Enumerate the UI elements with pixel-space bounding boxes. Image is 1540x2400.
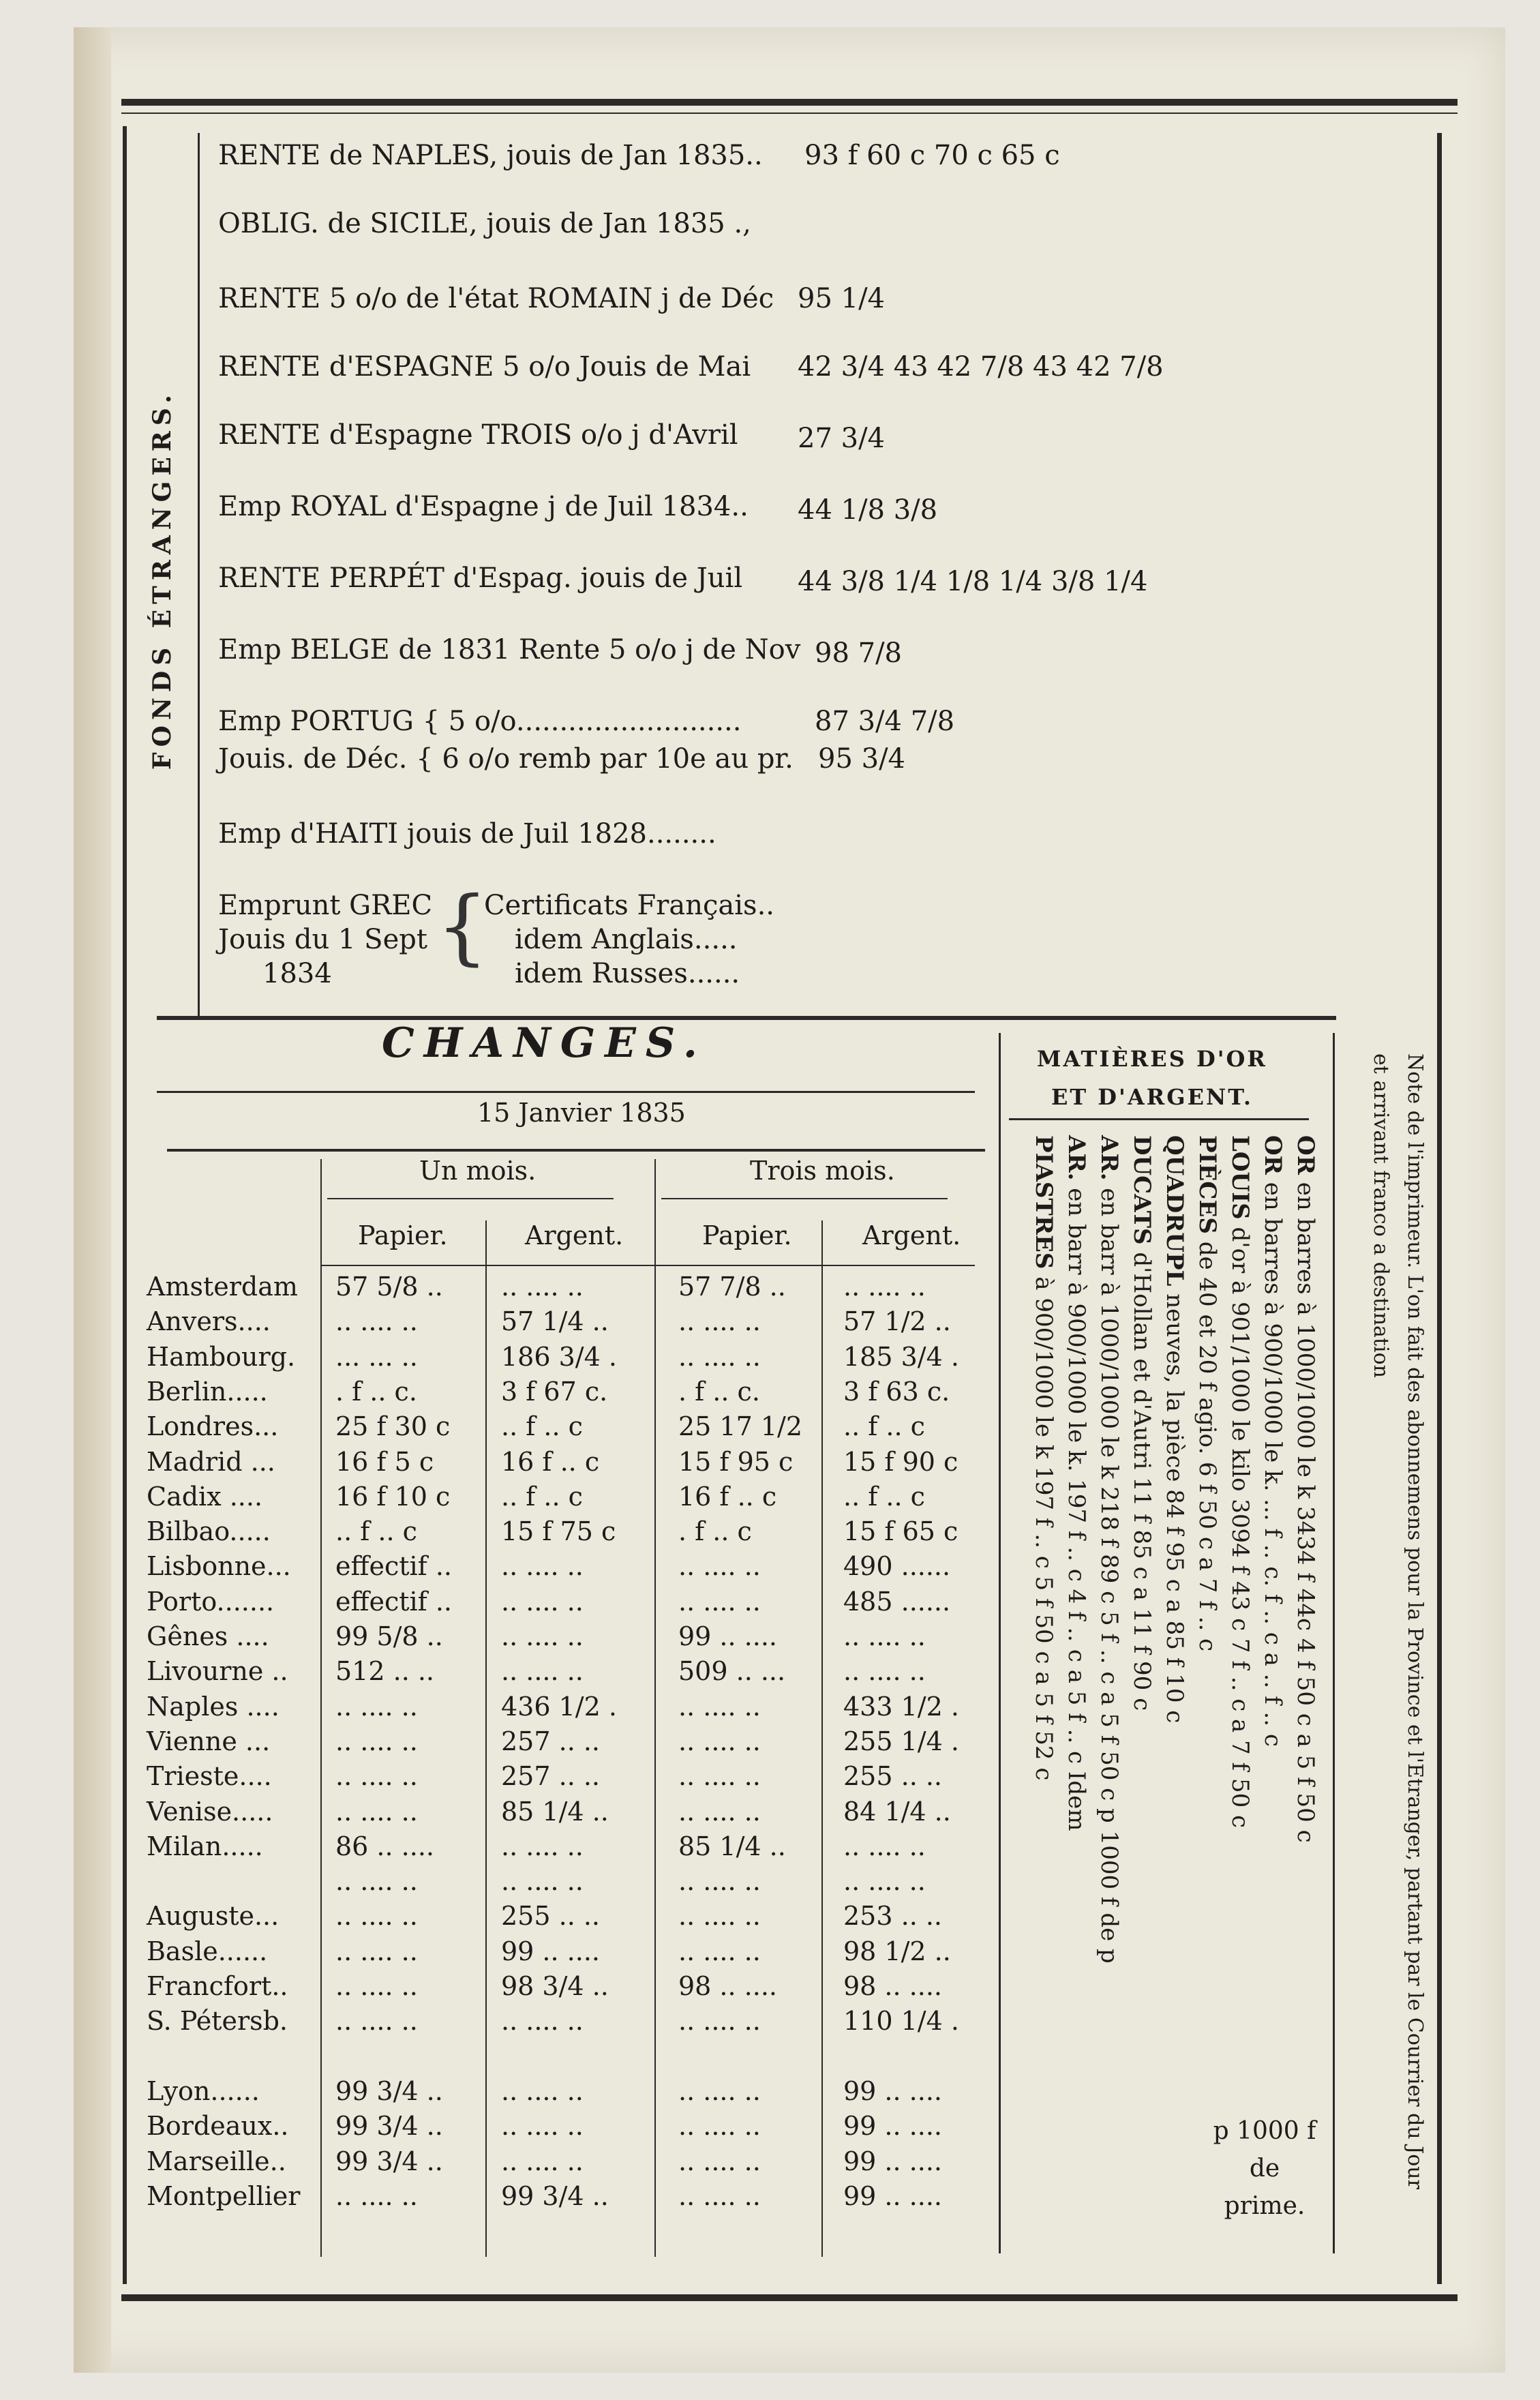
- rate-cell-a3: 98 1/2 ..: [843, 1936, 951, 1966]
- fonds-row-name: Emp PORTUG { 5 o/o..........................: [218, 706, 742, 737]
- rate-cell-a3: .. .... ..: [843, 1866, 926, 1897]
- rate-cell-a1: 3 f 67 c.: [501, 1376, 608, 1407]
- rate-cell-a1: 98 3/4 ..: [501, 1971, 609, 2001]
- city-name: Amsterdam: [147, 1272, 298, 1302]
- city-name: Livourne ..: [147, 1656, 288, 1687]
- col-argent-1: Argent.: [525, 1220, 624, 1250]
- rate-cell-a3: 255 .. ..: [843, 1761, 943, 1792]
- rate-cell-p3: .. .... ..: [678, 1306, 761, 1337]
- date-rule: [167, 1149, 985, 1152]
- rate-cell-p1: 86 .. ....: [335, 1831, 434, 1861]
- matiere-text: en barres à 900/1000 le k. ... f .. c. f .. c a .. f .. c: [1259, 1182, 1286, 1747]
- rate-cell-a3: 15 f 65 c: [843, 1516, 958, 1547]
- matiere-entry: [1226, 1135, 1254, 1828]
- fonds-row-name: OBLIG. de SICILE, jouis de Jan 1835 .,: [218, 208, 751, 239]
- rate-cell-p3: 509 .. ...: [678, 1656, 786, 1687]
- rate-cell-a3: .. .... ..: [843, 1621, 926, 1651]
- col-rule-1: [320, 1159, 322, 2257]
- rate-cell-p3: .. .... ..: [678, 2146, 761, 2176]
- rate-cell-p3: 16 f .. c: [678, 1481, 777, 1512]
- prime-line: de: [1249, 2155, 1280, 2182]
- prime-line: prime.: [1224, 2192, 1305, 2220]
- city-name: Madrid ...: [147, 1446, 275, 1477]
- rate-cell-a1: .. .... ..: [501, 2075, 584, 2106]
- fonds-row-name: RENTE de NAPLES, jouis de Jan 1835..: [218, 140, 763, 171]
- rate-cell-p1: 99 3/4 ..: [335, 2111, 443, 2142]
- rate-cell-p3: .. .... ..: [678, 2006, 761, 2037]
- city-name: Venise.....: [147, 1796, 273, 1827]
- rate-cell-a1: 255 .. ..: [501, 1901, 601, 1932]
- rate-cell-p3: .. .... ..: [678, 2111, 761, 2142]
- rate-cell-a1: .. .... ..: [501, 1831, 584, 1861]
- city-name: Montpellier: [147, 2180, 301, 2211]
- rate-cell-p1: .. .... ..: [335, 1901, 418, 1932]
- fonds-row-value: 95 1/4: [798, 283, 885, 314]
- rate-cell-a1: 257 .. ..: [501, 1726, 601, 1756]
- city-name: Berlin.....: [147, 1376, 268, 1407]
- city-name: Vienne ...: [147, 1726, 271, 1756]
- rate-cell-a3: .. f .. c: [843, 1481, 925, 1512]
- city-name: Hambourg.: [147, 1341, 296, 1372]
- rate-cell-p1: .. .... ..: [335, 1691, 418, 1722]
- col-argent-3: Argent.: [862, 1220, 961, 1250]
- rate-cell-p1: 99 3/4 ..: [335, 2075, 443, 2106]
- rate-cell-a3: .. .... ..: [843, 1656, 926, 1687]
- rate-cell-a1: 15 f 75 c: [501, 1516, 616, 1547]
- rate-cell-p3: 99 .. ....: [678, 1621, 777, 1651]
- rate-cell-p1: .. .... ..: [335, 1971, 418, 2001]
- rate-cell-p3: .. .... ..: [678, 2075, 761, 2106]
- rate-cell-a3: 253 .. ..: [843, 1901, 943, 1932]
- city-name: Anvers....: [147, 1306, 271, 1337]
- matiere-name: OR: [1292, 1135, 1319, 1175]
- rate-cell-p3: 85 1/4 ..: [678, 1831, 786, 1861]
- city-name: Bordeaux..: [147, 2111, 289, 2142]
- rate-cell-p1: 99 3/4 ..: [335, 2146, 443, 2176]
- prime-line: p 1000 f: [1213, 2117, 1316, 2145]
- matiere-text: en barr à 900/1000 le k. 197 f .. c 4 f .. c a 5 f .. c Idem: [1063, 1188, 1090, 1831]
- rate-cell-a1: .. .... ..: [501, 1621, 584, 1651]
- rate-cell-a1: .. .... ..: [501, 1551, 584, 1582]
- city-name: Auguste...: [147, 1901, 280, 1932]
- changes-title: CHANGES.: [382, 1019, 707, 1067]
- city-name: Lyon......: [147, 2075, 260, 2106]
- rate-cell-a1: .. .... ..: [501, 2006, 584, 2037]
- changes-title-rule: [157, 1091, 975, 1093]
- rate-cell-p1: .. .... ..: [335, 1866, 418, 1897]
- fonds-row-value: 44 1/8 3/8: [798, 494, 938, 526]
- col-rule-4: [821, 1220, 823, 2257]
- rate-cell-p1: 16 f 10 c: [335, 1481, 451, 1512]
- matiere-name: DUCATS: [1128, 1135, 1156, 1245]
- rate-cell-p3: .. .... ..: [678, 1901, 761, 1932]
- fonds-row-value: 42 3/4 43 42 7/8 43 42 7/8: [798, 351, 1164, 382]
- rate-cell-a1: 436 1/2 .: [501, 1691, 617, 1722]
- matiere-name: OR: [1259, 1135, 1286, 1175]
- book-spine: [74, 27, 111, 2373]
- rate-cell-p3: .. .... ..: [678, 1866, 761, 1897]
- matiere-text: d'Hollan et d'Autri 11 f 85 c a 11 f 90 c: [1128, 1252, 1156, 1711]
- matieres-title-rule: [1009, 1118, 1309, 1120]
- section-divider: [157, 1016, 1336, 1020]
- rate-cell-a1: 99 .. ....: [501, 1936, 600, 1966]
- rate-cell-a1: .. f .. c: [501, 1481, 583, 1512]
- fonds-row-value: 44 3/8 1/4 1/8 1/4 3/8 1/4: [798, 566, 1148, 597]
- right-rule: [1437, 133, 1442, 2284]
- fonds-row-value: 87 3/4 7/8: [815, 706, 955, 737]
- fonds-row-name: RENTE PERPÉT d'Espag. jouis de Juil: [218, 562, 743, 594]
- rate-cell-p1: .. .... ..: [335, 1796, 418, 1827]
- rate-cell-p3: .. .... ..: [678, 1341, 761, 1372]
- grec-line: Emprunt GREC: [218, 890, 433, 921]
- rate-cell-p3: 98 .. ....: [678, 1971, 777, 2001]
- matiere-name: QUADRUPL: [1161, 1135, 1188, 1287]
- rate-cell-p1: .. .... ..: [335, 1936, 418, 1966]
- group-rule-2: [661, 1198, 948, 1199]
- rate-cell-p1: .. .... ..: [335, 1761, 418, 1792]
- rate-cell-a1: .. .... ..: [501, 1272, 584, 1302]
- fonds-row-name: Emp BELGE de 1831 Rente 5 o/o j de Nov: [218, 634, 801, 665]
- matiere-entry: [1259, 1135, 1286, 1747]
- rate-cell-a3: 99 .. ....: [843, 2146, 942, 2176]
- matieres-title-line1: MATIÈRES D'OR: [1037, 1046, 1267, 1072]
- city-name: S. Pétersb.: [147, 2006, 288, 2037]
- fonds-row-value: 98 7/8: [815, 638, 902, 669]
- rate-cell-a1: 85 1/4 ..: [501, 1796, 609, 1827]
- header-rule: [320, 1265, 975, 1266]
- city-name: Bilbao.....: [147, 1516, 271, 1547]
- fonds-row-name: Emp d'HAITI jouis de Juil 1828........: [218, 818, 716, 850]
- group-un-mois: Un mois.: [419, 1156, 537, 1186]
- city-name: Naples ....: [147, 1691, 280, 1722]
- matiere-text: de 40 et 20 f agio. 6 f 50 c a 7 f .. c: [1194, 1241, 1221, 1652]
- city-name: Milan.....: [147, 1831, 263, 1861]
- matieres-divider: [999, 1033, 1001, 2253]
- grec-certificat: idem Russes......: [515, 958, 740, 989]
- fonds-row-value: 27 3/4: [798, 423, 885, 454]
- rate-cell-p3: 15 f 95 c: [678, 1446, 794, 1477]
- rate-cell-a3: 99 .. ....: [843, 2180, 942, 2211]
- rate-cell-a3: .. f .. c: [843, 1411, 925, 1442]
- rate-cell-p3: .. .... ..: [678, 1796, 761, 1827]
- rate-cell-p3: .. .... ..: [678, 1761, 761, 1792]
- rate-cell-p1: . f .. c.: [335, 1376, 417, 1407]
- group-rule-1: [327, 1198, 614, 1199]
- rate-cell-a3: 433 1/2 .: [843, 1691, 959, 1722]
- col-rule-3: [654, 1159, 656, 2257]
- rate-cell-p1: 99 5/8 ..: [335, 1621, 443, 1651]
- group-trois-mois: Trois mois.: [750, 1156, 895, 1186]
- changes-date: 15 Janvier 1835: [477, 1098, 686, 1128]
- rate-cell-a3: 185 3/4 .: [843, 1341, 959, 1372]
- rate-cell-p1: .. f .. c: [335, 1516, 417, 1547]
- rate-cell-a1: .. .... ..: [501, 1656, 584, 1687]
- rate-cell-a3: 84 1/4 ..: [843, 1796, 951, 1827]
- rate-cell-a1: 99 3/4 ..: [501, 2180, 609, 2211]
- rate-cell-p3: 57 7/8 ..: [678, 1272, 786, 1302]
- grec-line: Jouis du 1 Sept: [218, 924, 427, 955]
- rate-cell-a1: .. f .. c: [501, 1411, 583, 1442]
- city-name: Porto.......: [147, 1586, 275, 1617]
- rate-cell-a1: .. .... ..: [501, 1866, 584, 1897]
- matiere-text: neuves, la pièce 84 f 95 c a 85 f 10 c: [1161, 1293, 1188, 1724]
- rate-cell-a3: 98 .. ....: [843, 1971, 942, 2001]
- city-name: Cadix ....: [147, 1481, 263, 1512]
- matiere-text: en barres à 1000/1000 le k 3434 f 44c 4 f 50 c a 5 f 50 c: [1292, 1182, 1319, 1843]
- rate-cell-a1: 16 f .. c: [501, 1446, 600, 1477]
- city-name: Lisbonne...: [147, 1551, 291, 1582]
- fonds-row-name: Emp ROYAL d'Espagne j de Juil 1834..: [218, 491, 749, 522]
- rate-cell-p1: effectif ..: [335, 1551, 452, 1582]
- matiere-text: en barr à 1000/1000 le k 218 f 89 c 5 f .. c a 5 f 50 c p 1000 f de p: [1096, 1188, 1123, 1964]
- rate-cell-p1: .. .... ..: [335, 1306, 418, 1337]
- matieres-title-line2: ET D'ARGENT.: [1051, 1084, 1254, 1110]
- grec-certificat: idem Anglais.....: [515, 924, 738, 955]
- matiere-name: PIASTRES: [1030, 1135, 1057, 1270]
- city-name: Marseille..: [147, 2146, 286, 2176]
- rate-cell-p1: ... ... ..: [335, 1341, 418, 1372]
- rate-cell-a3: 3 f 63 c.: [843, 1376, 950, 1407]
- rate-cell-a3: 99 .. ....: [843, 2075, 942, 2106]
- fonds-row-name: RENTE d'Espagne TROIS o/o j d'Avril: [218, 419, 738, 451]
- city-name: Gênes ....: [147, 1621, 269, 1651]
- rate-cell-p1: .. .... ..: [335, 1726, 418, 1756]
- city-name: Trieste....: [147, 1761, 272, 1792]
- matiere-entry: [1063, 1135, 1090, 1831]
- matiere-entry: [1194, 1135, 1221, 1651]
- rate-cell-p1: .. .... ..: [335, 2006, 418, 2037]
- fonds-row-value: 93 f 60 c 70 c 65 c: [804, 140, 1060, 171]
- rate-cell-a1: 57 1/4 ..: [501, 1306, 609, 1337]
- matiere-text: d'or à 901/1000 le kilo 3094 f 43 c 7 f .. c a 7 f 50 c: [1226, 1227, 1254, 1829]
- rate-cell-a1: .. .... ..: [501, 2146, 584, 2176]
- rate-cell-a3: 490 ......: [843, 1551, 951, 1582]
- rate-cell-a1: .. .... ..: [501, 2111, 584, 2142]
- matiere-entry: [1161, 1135, 1188, 1723]
- rate-cell-a3: 57 1/2 ..: [843, 1306, 951, 1337]
- rate-cell-p3: .. .... ..: [678, 2180, 761, 2211]
- rate-cell-a3: 255 1/4 .: [843, 1726, 959, 1756]
- rate-cell-a3: .. .... ..: [843, 1831, 926, 1861]
- rate-cell-p1: effectif ..: [335, 1586, 452, 1617]
- fonds-etrangers-label: FONDS ÉTRANGERS.: [148, 389, 177, 770]
- rate-cell-a1: 186 3/4 .: [501, 1341, 617, 1372]
- rate-cell-a3: 485 ......: [843, 1586, 951, 1617]
- rate-cell-a3: 99 .. ....: [843, 2111, 942, 2142]
- matiere-text: à 900/1000 le k 197 f .. c 5 f 50 c a 5 f 52 c: [1030, 1276, 1057, 1781]
- note-divider: [1333, 1033, 1335, 2253]
- fonds-row-value: 95 3/4: [818, 743, 905, 775]
- rate-cell-p3: .. .... ..: [678, 1936, 761, 1966]
- rate-cell-p1: 25 f 30 c: [335, 1411, 451, 1442]
- col-papier-3: Papier.: [702, 1220, 792, 1250]
- col-rule-2: [485, 1220, 487, 2257]
- rate-cell-p1: 16 f 5 c: [335, 1446, 434, 1477]
- fonds-row-name: Jouis. de Déc. { 6 o/o remb par 10e au pr.: [218, 743, 794, 775]
- city-name: Basle......: [147, 1936, 268, 1966]
- grec-certificat: Certificats Français..: [484, 890, 774, 921]
- matiere-name: PIÈCES: [1194, 1135, 1221, 1234]
- matiere-entry: [1292, 1135, 1319, 1843]
- matiere-name: AR.: [1096, 1135, 1123, 1181]
- side-note: Note de l'imprimeur. L'on fait des abonnemens pour la Province et l'Etranger, partant par le Courrier du Jour et arrivant franco a destination: [1369, 1053, 1427, 2189]
- rate-cell-p3: . f .. c.: [678, 1376, 760, 1407]
- fonds-row-name: RENTE d'ESPAGNE 5 o/o Jouis de Mai: [218, 351, 751, 382]
- rate-cell-p3: .. .... ..: [678, 1551, 761, 1582]
- rate-cell-p3: .. .... ..: [678, 1726, 761, 1756]
- rate-cell-p3: . f .. c: [678, 1516, 752, 1547]
- rate-cell-p3: 25 17 1/2: [678, 1411, 803, 1442]
- matiere-entry: [1128, 1135, 1156, 1711]
- rate-cell-a3: 110 1/4 .: [843, 2006, 959, 2037]
- rate-cell-a3: 15 f 90 c: [843, 1446, 958, 1477]
- rate-cell-a1: 257 .. ..: [501, 1761, 601, 1792]
- grec-brace: {: [436, 880, 489, 974]
- matiere-name: LOUIS: [1226, 1135, 1254, 1220]
- rate-cell-p3: .. .... ..: [678, 1586, 761, 1617]
- grec-line: 1834: [262, 958, 332, 989]
- matiere-entry: [1030, 1135, 1057, 1780]
- fonds-row-name: RENTE 5 o/o de l'état ROMAIN j de Déc: [218, 283, 774, 314]
- city-name: Francfort..: [147, 1971, 288, 2001]
- rate-cell-p1: 57 5/8 ..: [335, 1272, 443, 1302]
- city-name: Londres...: [147, 1411, 279, 1442]
- rate-cell-p3: .. .... ..: [678, 1691, 761, 1722]
- rate-cell-a1: .. .... ..: [501, 1586, 584, 1617]
- matiere-entry: [1096, 1135, 1123, 1964]
- matieres-title: [1002, 1040, 1302, 1116]
- rate-cell-p1: 512 .. ..: [335, 1656, 435, 1687]
- matiere-name: AR.: [1063, 1135, 1090, 1181]
- col-papier-1: Papier.: [358, 1220, 448, 1250]
- rate-cell-a3: .. .... ..: [843, 1272, 926, 1302]
- rate-cell-p1: .. .... ..: [335, 2180, 418, 2211]
